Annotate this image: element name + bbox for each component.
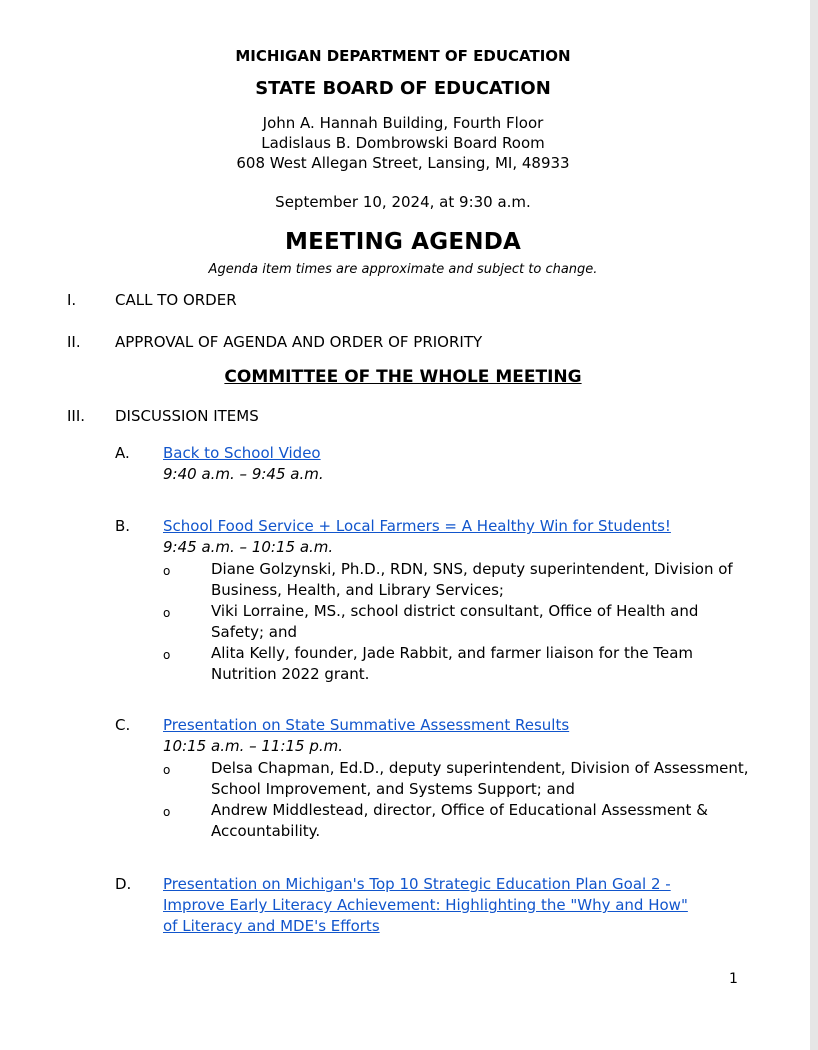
presenter-item: Andrew Middlestead, director, Office of Educational Assessment & Accountability. — [211, 801, 708, 840]
agenda-disclaimer: Agenda item times are approximate and subject to change. — [208, 262, 598, 277]
department-heading: MICHIGAN DEPARTMENT OF EDUCATION — [235, 47, 571, 65]
item-letter-a: A. — [115, 444, 130, 462]
section-numeral-1: I. — [67, 291, 77, 309]
item-d-link-line-3[interactable]: of Literacy and MDE's Efforts — [163, 917, 380, 935]
viewer-edge — [810, 0, 818, 1050]
committee-heading: COMMITTEE OF THE WHOLE MEETING — [224, 367, 582, 387]
board-heading: STATE BOARD OF EDUCATION — [255, 78, 551, 99]
item-d-link-line-2[interactable]: Improve Early Literacy Achievement: Highlighting the "Why and How" — [163, 896, 688, 914]
address-line-2: Ladislaus B. Dombrowski Board Room — [261, 134, 545, 152]
item-c-time: 10:15 a.m. – 11:15 p.m. — [163, 737, 344, 755]
meeting-date: September 10, 2024, at 9:30 a.m. — [275, 193, 531, 211]
bullet-icon: o — [163, 564, 171, 578]
address-line-3: 608 West Allegan Street, Lansing, MI, 48933 — [236, 154, 570, 172]
bullet-icon: o — [163, 805, 171, 819]
address-line-1: John A. Hannah Building, Fourth Floor — [262, 114, 544, 132]
page-number: 1 — [729, 971, 738, 987]
bullet-icon: o — [163, 606, 171, 620]
item-a-time: 9:40 a.m. – 9:45 a.m. — [163, 465, 324, 483]
item-d-link-line-1[interactable]: Presentation on Michigan's Top 10 Strategic Education Plan Goal 2 - — [163, 875, 671, 893]
item-letter-d: D. — [115, 875, 132, 893]
item-letter-c: C. — [115, 716, 131, 734]
presenter-item: Delsa Chapman, Ed.D., deputy superintendent, Division of Assessment, School Improvement, and Systems Support; and — [211, 759, 749, 798]
bullet-icon: o — [163, 648, 171, 662]
presenter-item: Diane Golzynski, Ph.D., RDN, SNS, deputy superintendent, Division of Business, Health, and Library Services; — [211, 560, 733, 599]
item-b-link[interactable]: School Food Service + Local Farmers = A Healthy Win for Students! — [163, 517, 671, 535]
section-discussion-items: DISCUSSION ITEMS — [115, 407, 259, 425]
agenda-title: MEETING AGENDA — [284, 229, 522, 255]
item-a-link[interactable]: Back to School Video — [163, 444, 321, 462]
item-letter-b: B. — [115, 517, 131, 535]
presenter-item: Alita Kelly, founder, Jade Rabbit, and farmer liaison for the Team Nutrition 2022 grant. — [211, 644, 693, 683]
section-numeral-3: III. — [67, 407, 86, 425]
item-c-link[interactable]: Presentation on State Summative Assessment Results — [163, 716, 570, 734]
bullet-icon: o — [163, 763, 171, 777]
section-call-to-order: CALL TO ORDER — [115, 291, 237, 309]
section-numeral-2: II. — [67, 333, 81, 351]
presenter-item: Viki Lorraine, MS., school district consultant, Office of Health and Safety; and — [211, 602, 699, 641]
section-approval-of-agenda: APPROVAL OF AGENDA AND ORDER OF PRIORITY — [115, 333, 483, 351]
item-b-time: 9:45 a.m. – 10:15 a.m. — [163, 538, 334, 556]
